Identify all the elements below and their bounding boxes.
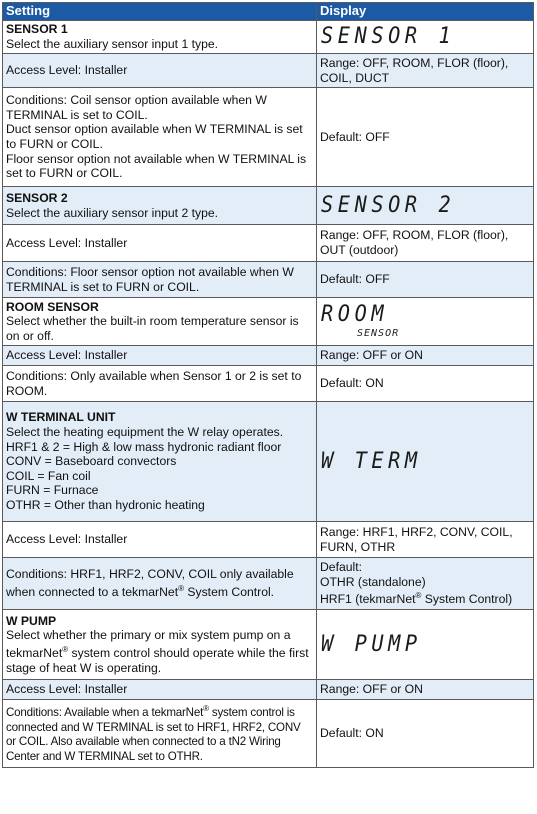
w-terminal-row [3, 402, 534, 522]
w-pump-default: Default: ON [317, 700, 534, 768]
sensor1-default: Default: OFF [317, 88, 534, 187]
sensor2-default: Default: OFF [317, 262, 534, 298]
room-sensor-access-row [3, 346, 534, 366]
sensor1-condition-floor: Floor sensor option not available when W TERMINAL is set to FURN or COIL. [6, 151, 307, 181]
w-terminal-default-networked-suffix: System Control) [421, 592, 513, 607]
w-pump-access-level: Access Level: Installer [3, 680, 317, 700]
sensor2-conditions: Conditions: Floor sensor option not available when W TERMINAL is set to FURN or COIL. [3, 262, 317, 298]
sensor2-conditions-row [3, 262, 534, 298]
sensor2-access-level: Access Level: Installer [3, 225, 317, 262]
w-terminal-option-coil: COIL = Fan coil [6, 468, 91, 483]
w-terminal-conditions [3, 558, 317, 610]
w-terminal-title: W TERMINAL UNIT [6, 410, 116, 425]
sensor2-row [3, 187, 534, 225]
sensor1-title: SENSOR 1 [6, 22, 68, 37]
w-terminal-access-level: Access Level: Installer [3, 522, 317, 558]
w-terminal-access-row [3, 522, 534, 558]
w-terminal-option-furn: FURN = Furnace [6, 483, 99, 498]
w-terminal-range: Range: HRF1, HRF2, CONV, COIL, FURN, OTHR [317, 522, 534, 558]
w-pump-row [3, 610, 534, 680]
room-sensor-description: Select whether the built-in room temperature sensor is on or off. [6, 314, 299, 343]
w-terminal-default [317, 558, 534, 610]
w-pump-setting-cell [3, 610, 317, 680]
settings-table [2, 2, 534, 768]
w-pump-description [6, 628, 313, 675]
w-pump-range: Range: OFF or ON [317, 680, 534, 700]
room-sensor-setting-cell [3, 298, 317, 346]
w-pump-display-cell [317, 610, 534, 680]
room-sensor-range: Range: OFF or ON [317, 346, 534, 366]
w-pump-title: W PUMP [6, 613, 57, 628]
w-terminal-display-cell [317, 402, 534, 522]
w-terminal-setting-cell [3, 402, 317, 522]
sensor2-access-row [3, 225, 534, 262]
sensor1-row [3, 21, 534, 54]
w-pump-lcd-display: W PUMP [321, 631, 422, 657]
sensor1-conditions-row [3, 88, 534, 187]
sensor1-display-cell [317, 21, 534, 54]
w-terminal-default-networked [320, 589, 530, 607]
registered-mark: ® [415, 591, 422, 601]
sensor2-lcd-display: SENSOR 2 [321, 192, 456, 218]
room-sensor-conditions-row [3, 366, 534, 402]
setting-column-header: Setting [3, 3, 317, 21]
sensor1-lcd-display: SENSOR 1 [321, 24, 456, 49]
display-column-header: Display [317, 3, 534, 21]
sensor1-access-level: Access Level: Installer [3, 54, 317, 88]
sensor2-setting-cell [3, 187, 317, 225]
w-pump-access-row [3, 680, 534, 700]
room-sensor-conditions: Conditions: Only available when Sensor 1 or 2 is set to ROOM. [3, 366, 317, 402]
room-sensor-display-cell [317, 298, 534, 346]
room-sensor-row [3, 298, 534, 346]
sensor1-condition-duct: Duct sensor option available when W TERMINAL is set to FURN or COIL. [6, 122, 303, 151]
room-sensor-title: ROOM SENSOR [6, 299, 99, 314]
room-sensor-access-level: Access Level: Installer [3, 346, 317, 366]
w-terminal-conditions-row [3, 558, 534, 610]
w-pump-description-text: Select whether the primary or mix system pump on a tekmarNet [6, 628, 291, 661]
room-sensor-default: Default: ON [317, 366, 534, 402]
registered-mark: ® [203, 704, 209, 714]
w-pump-description-suffix: system control should operate while the first stage of heat W is operating. [6, 646, 309, 675]
sensor1-description: Select the auxiliary sensor input 1 type. [6, 37, 219, 51]
w-pump-conditions-text: Conditions: Available when a tekmarNet [6, 706, 204, 720]
w-terminal-default-label: Default: [320, 560, 363, 575]
sensor1-access-row [3, 54, 534, 88]
sensor1-condition-coil: Conditions: Coil sensor option available when W TERMINAL is set to COIL. [6, 93, 267, 122]
w-terminal-lcd-display: W TERM [321, 448, 422, 474]
sensor2-description: Select the auxiliary sensor input 2 type. [6, 205, 219, 220]
w-terminal-description: Select the heating equipment the W relay operates. [6, 425, 284, 440]
sensor1-range: Range: OFF, ROOM, FLOR (floor), COIL, DUCT [317, 54, 534, 88]
w-terminal-conditions-suffix: System Control. [183, 585, 275, 600]
w-terminal-option-hrf: HRF1 & 2 = High & low mass hydronic radiant floor [6, 439, 282, 454]
sensor2-range: Range: OFF, ROOM, FLOR (floor), OUT (outdoor) [317, 225, 534, 262]
registered-mark: ® [178, 583, 184, 593]
sensor2-display-cell [317, 187, 534, 225]
sensor1-conditions [3, 88, 317, 187]
sensor1-setting-cell [3, 21, 317, 54]
registered-mark: ® [62, 644, 69, 654]
w-terminal-default-standalone: OTHR (standalone) [320, 574, 426, 589]
room-sensor-lcd-subtext: SENSOR [357, 328, 400, 339]
w-terminal-option-othr: OTHR = Other than hydronic heating [6, 497, 205, 512]
w-terminal-option-conv: CONV = Baseboard convectors [6, 454, 177, 469]
sensor2-title: SENSOR 2 [6, 190, 68, 205]
w-terminal-default-networked-text: HRF1 (tekmarNet [320, 592, 416, 607]
w-terminal-conditions-text: Conditions: HRF1, HRF2, CONV, COIL only available when connected to a tekmarNet [6, 567, 294, 600]
w-pump-conditions-suffix: system control is connected and W TERMINAL is set to HRF1, HRF2, CONV or COIL. Also available when connected to a tN2 Wiring Center and W TERMINAL set to OTHR. [6, 706, 301, 764]
room-sensor-lcd-display: ROOM [321, 302, 389, 327]
w-pump-conditions-row [3, 700, 534, 768]
table-header-row [3, 3, 534, 21]
w-pump-conditions [3, 700, 317, 768]
